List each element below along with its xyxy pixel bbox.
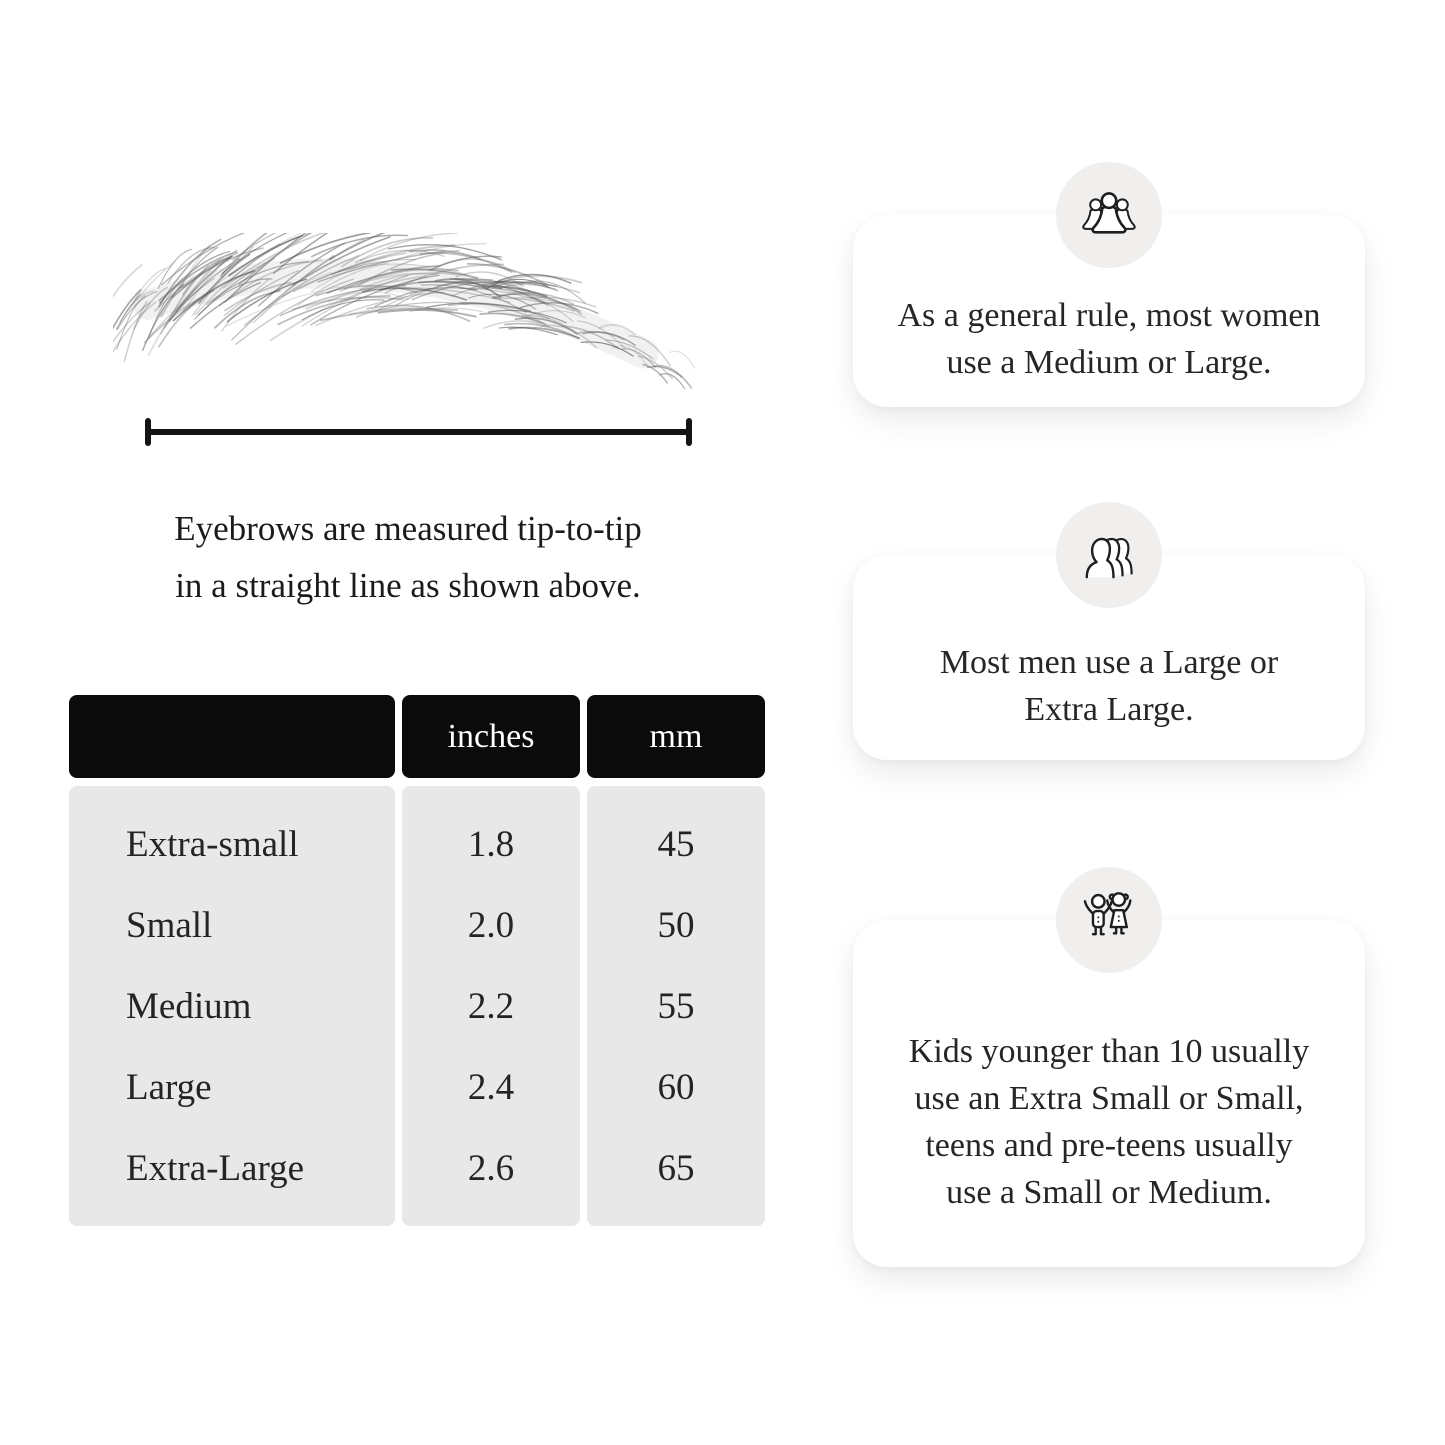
table-value-inches: 1.8 xyxy=(467,824,515,865)
table-value-mm: 60 xyxy=(657,1067,695,1108)
icon-badge xyxy=(1056,867,1162,973)
table-value-inches: 2.0 xyxy=(467,905,515,946)
table-value-inches: 2.6 xyxy=(467,1148,515,1189)
table-value-mm: 55 xyxy=(657,986,695,1027)
women-group-icon xyxy=(1077,183,1141,247)
eyebrow-illustration xyxy=(113,233,695,393)
size-table-body xyxy=(69,786,765,1226)
icon-badge xyxy=(1056,502,1162,608)
table-value-inches: 2.4 xyxy=(467,1067,515,1108)
line-end-cap-left xyxy=(145,418,151,446)
caption-line-2: in a straight line as shown above. xyxy=(175,566,641,605)
kids-icon xyxy=(1077,888,1141,952)
table-row-label: Extra-small xyxy=(126,824,299,865)
header-mm-cell: mm xyxy=(587,695,765,778)
table-row-label: Extra-Large xyxy=(126,1148,305,1189)
table-value-mm: 50 xyxy=(657,905,695,946)
size-table-header xyxy=(69,695,765,778)
table-value-mm: 45 xyxy=(657,824,695,865)
info-card-women xyxy=(853,215,1365,407)
header-inches-cell: inches xyxy=(402,695,580,778)
info-card-kids xyxy=(853,920,1365,1267)
measurement-line xyxy=(147,429,690,435)
measurement-caption xyxy=(78,500,738,614)
card-text: Most men use a Large or Extra Large. xyxy=(939,643,1279,728)
table-row-label: Large xyxy=(126,1067,212,1108)
size-column xyxy=(69,786,395,1226)
header-size-cell xyxy=(69,695,395,778)
mm-column xyxy=(587,786,765,1226)
card-text: As a general rule, most women use a Medium or Large. xyxy=(897,297,1321,381)
table-value-inches: 2.2 xyxy=(467,986,515,1027)
caption-line-1: Eyebrows are measured tip-to-tip xyxy=(174,509,642,548)
card-text: Kids younger than 10 usually use an Extra Small or Small, teens and pre-teens usually use a Small or Medium. xyxy=(908,1032,1310,1211)
icon-badge xyxy=(1056,162,1162,268)
table-row-label: Medium xyxy=(126,986,252,1027)
info-card-men xyxy=(853,555,1365,760)
line-end-cap-right xyxy=(686,418,692,446)
size-table xyxy=(69,695,765,1226)
table-value-mm: 65 xyxy=(657,1148,695,1189)
inches-column xyxy=(402,786,580,1226)
men-group-icon xyxy=(1077,523,1141,587)
table-row-label: Small xyxy=(126,905,213,946)
